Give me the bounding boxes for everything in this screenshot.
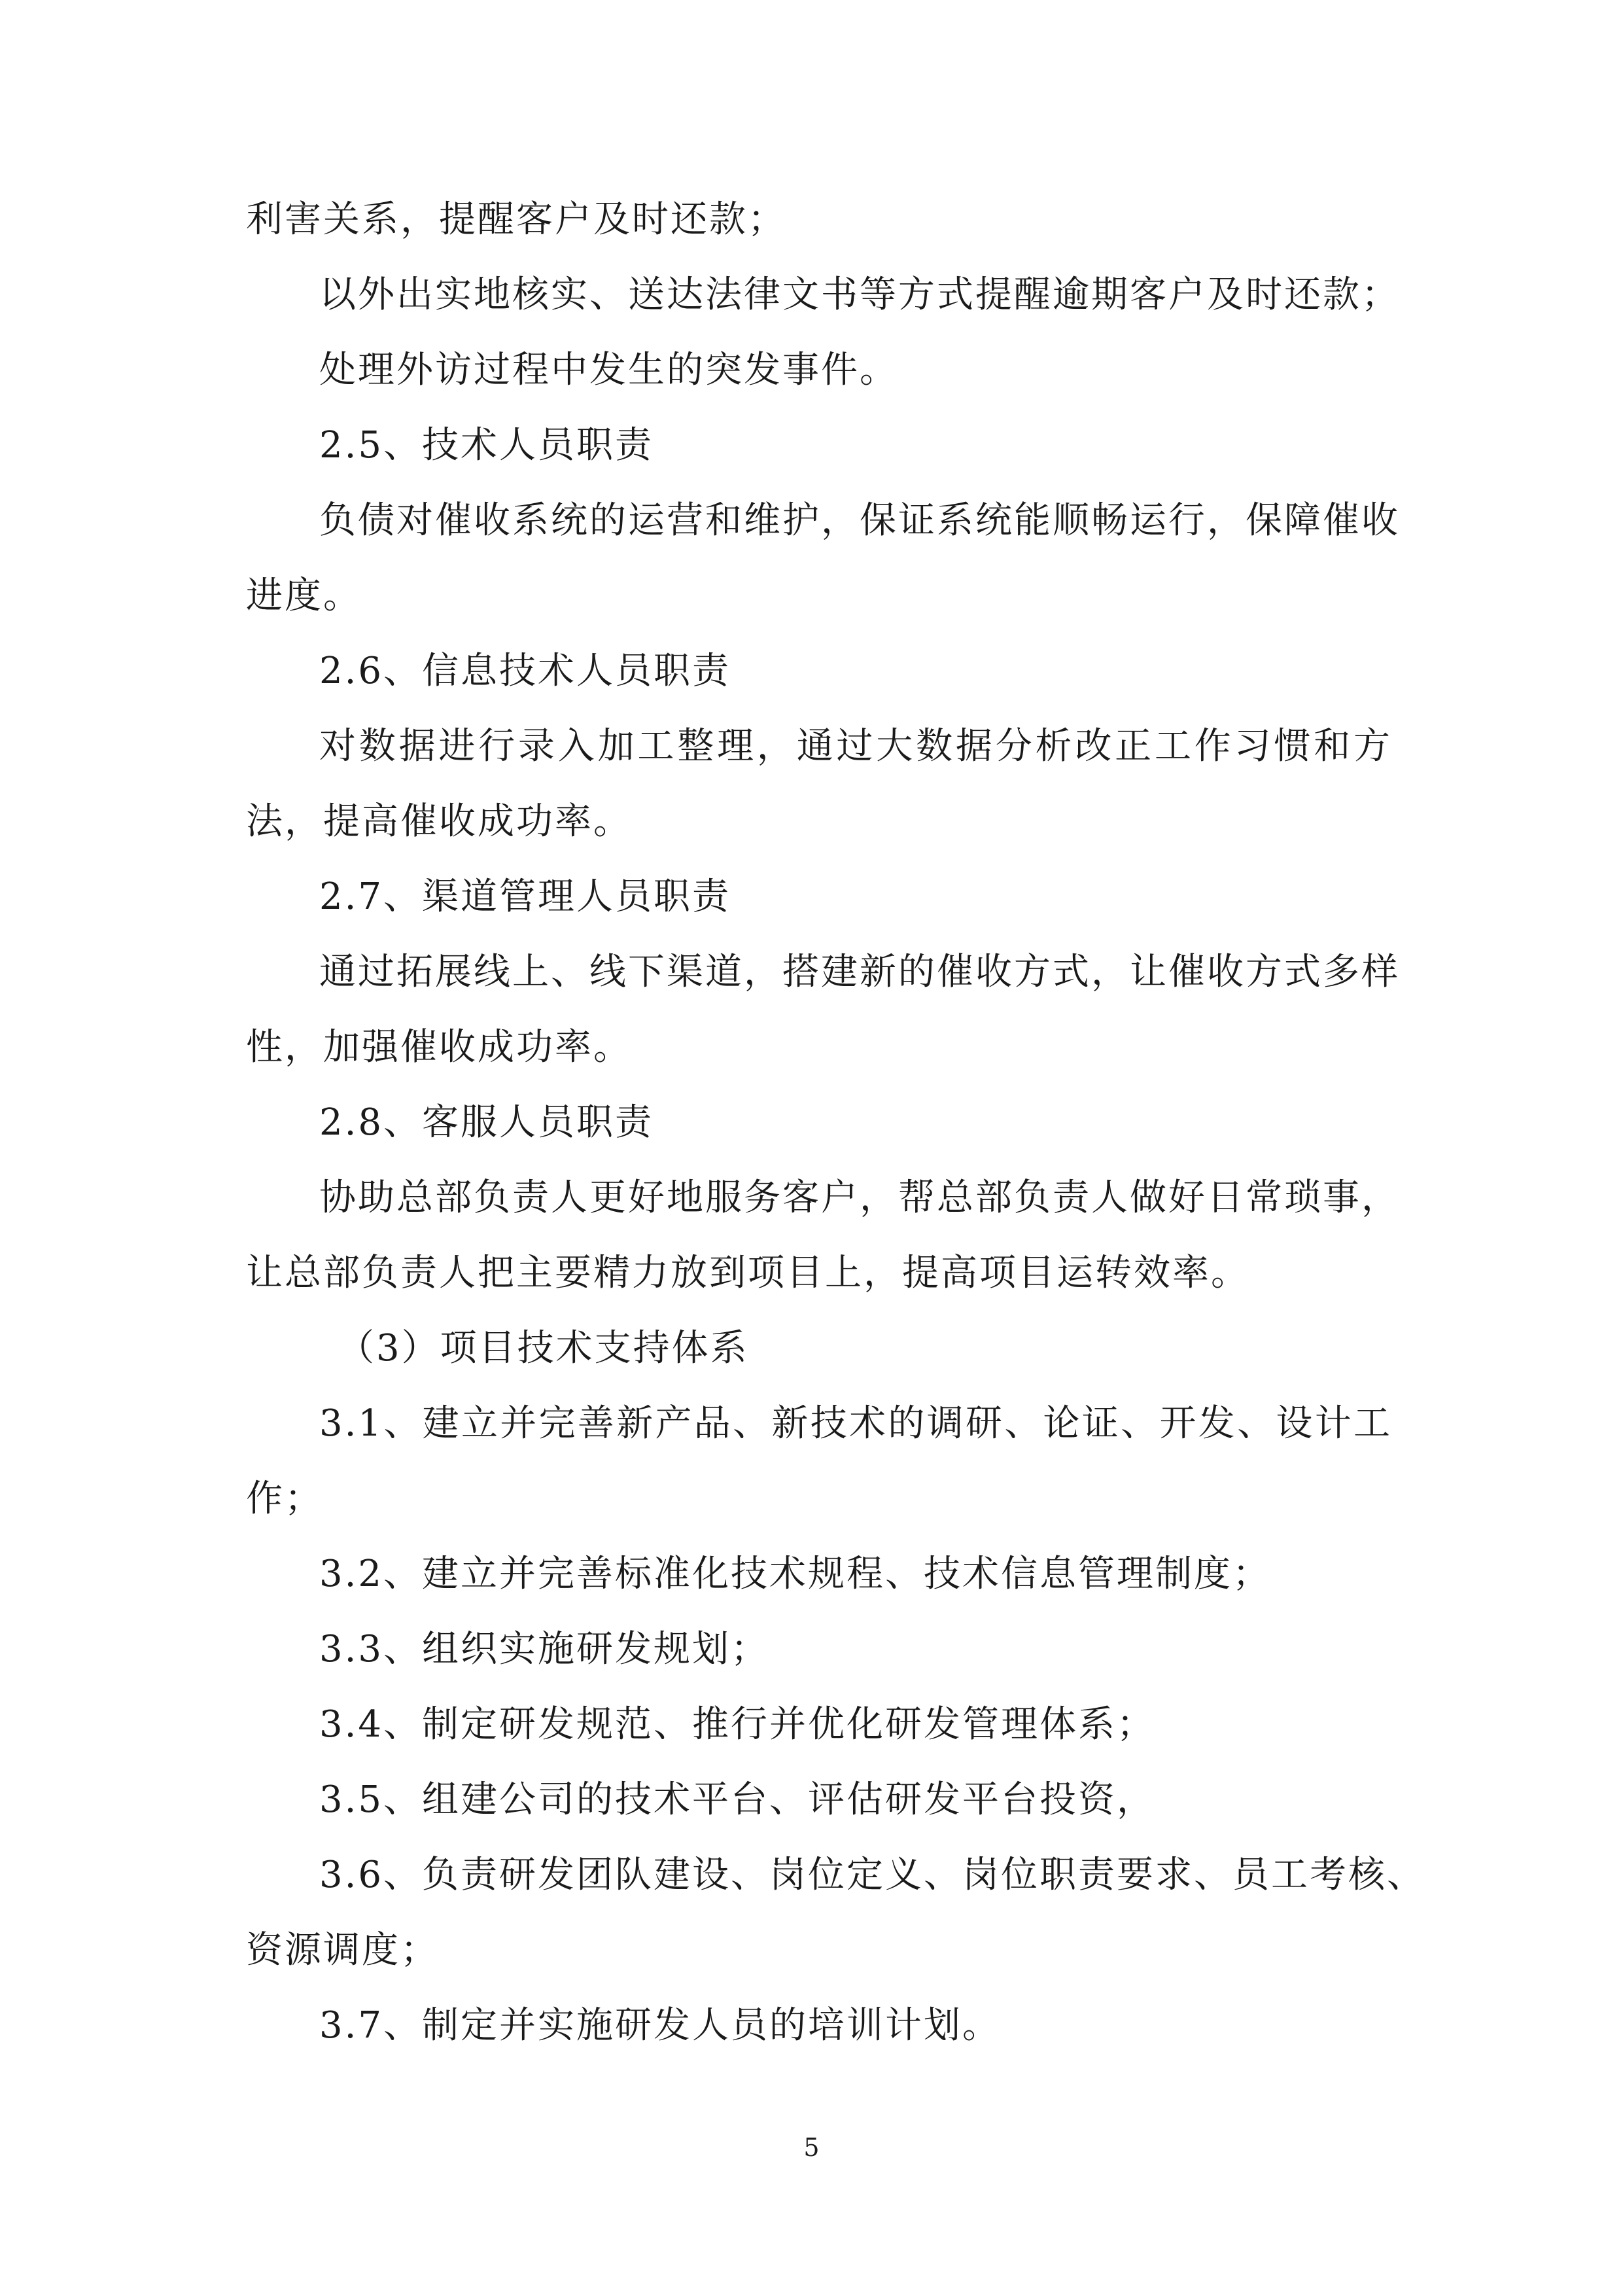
text-line: 资源调度；	[246, 1929, 439, 1971]
section-heading: 2.8、客服人员职责	[319, 1101, 654, 1144]
section-heading: 2.6、信息技术人员职责	[319, 650, 731, 692]
text-line: 利害关系，提醒客户及时还款；	[246, 198, 786, 241]
list-item: 3.7、制定并实施研发人员的培训计划。	[319, 2004, 1002, 2047]
text-line: 负债对催收系统的运营和维护，保证系统能顺畅运行，保障催收	[319, 499, 1400, 542]
text-line: 协助总部负责人更好地服务客户，帮总部负责人做好日常琐事，	[319, 1176, 1400, 1219]
text-line: 处理外访过程中发生的突发事件。	[319, 349, 898, 391]
text-line: 让总部负责人把主要精力放到项目上，提高项目运转效率。	[246, 1252, 1249, 1294]
text-line: 通过拓展线上、线下渠道，搭建新的催收方式，让催收方式多样	[319, 951, 1400, 993]
page-number: 5	[803, 2133, 820, 2162]
list-item: 3.1、建立并完善新产品、新技术的调研、论证、开发、设计工	[319, 1402, 1392, 1445]
list-item: 3.5、组建公司的技术平台、评估研发平台投资，	[319, 1778, 1156, 1821]
list-item: 3.3、组织实施研发规划；	[319, 1628, 770, 1670]
section-heading: （3）项目技术支持体系	[338, 1327, 749, 1369]
list-item: 3.6、负责研发团队建设、岗位定义、岗位职责要求、员工考核、	[319, 1854, 1426, 1896]
section-heading: 2.5、技术人员职责	[319, 424, 654, 467]
text-line: 进度。	[246, 574, 362, 617]
text-line: 性，加强催收成功率。	[246, 1026, 632, 1069]
text-line: 以外出实地核实、送达法律文书等方式提醒逾期客户及时还款；	[319, 274, 1400, 316]
text-line: 对数据进行录入加工整理，通过大数据分析改正工作习惯和方	[319, 725, 1392, 768]
text-line: 作；	[246, 1477, 323, 1520]
list-item: 3.2、建立并完善标准化技术规程、技术信息管理制度；	[319, 1553, 1272, 1595]
text-line: 法，提高催收成功率。	[246, 800, 632, 843]
section-heading: 2.7、渠道管理人员职责	[319, 875, 731, 918]
list-item: 3.4、制定研发规范、推行并优化研发管理体系；	[319, 1703, 1156, 1746]
